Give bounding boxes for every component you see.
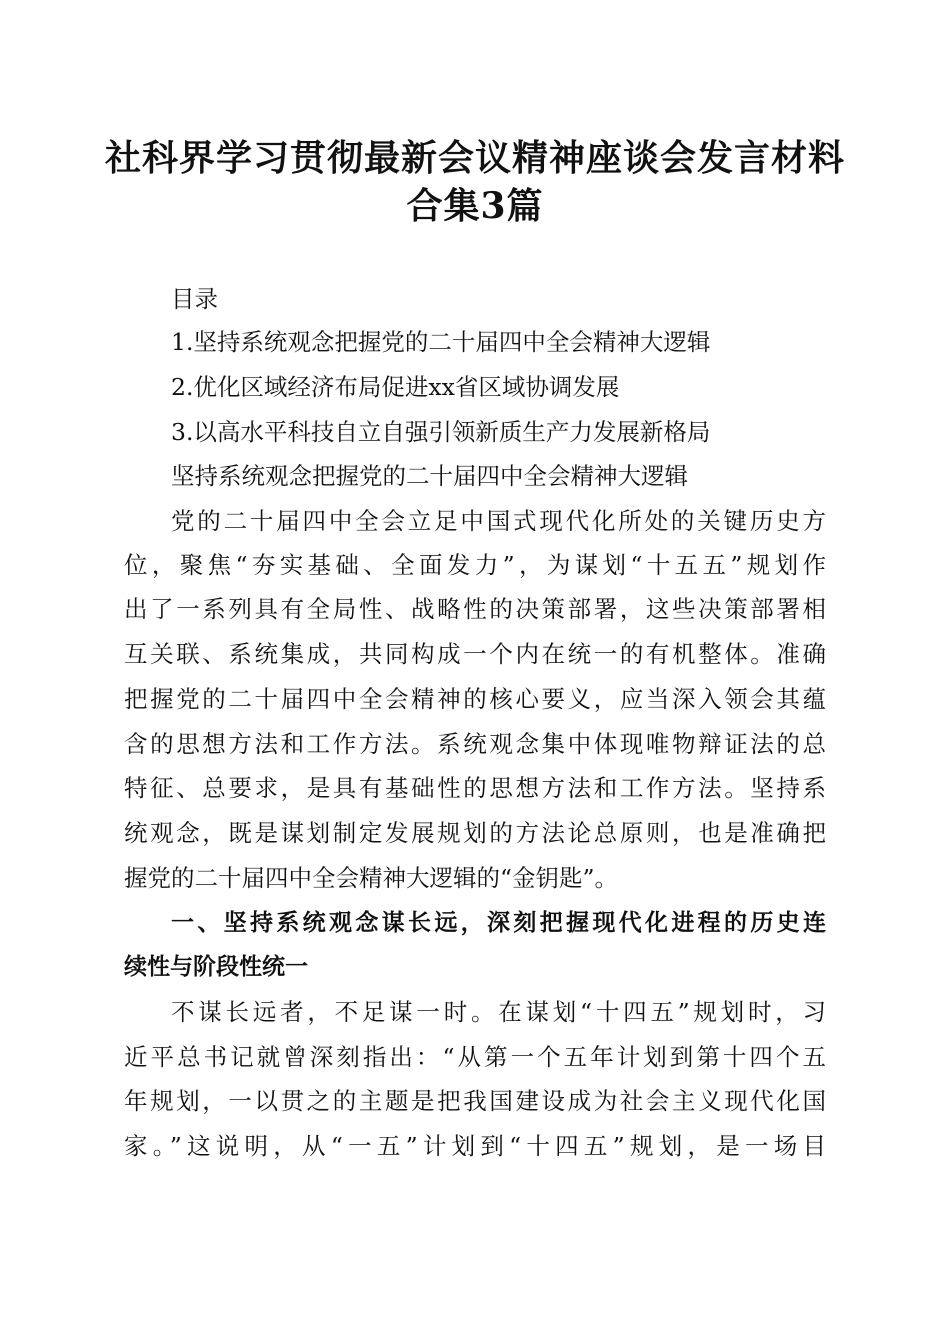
- paragraph-1-line: 互关联、系统集成，共同构成一个内在统一的有机整体。准确: [124, 640, 826, 668]
- toc-item-2: 2.优化区域经济布局促进xx省区域协调发展: [171, 373, 620, 401]
- paragraph-1-line: 党的二十届四中全会立足中国式现代化所处的关键历史方: [171, 507, 826, 535]
- paragraph-1-line: 特征、总要求，是具有基础性的思想方法和工作方法。坚持系: [124, 774, 826, 802]
- paragraph-2-line: 近平总书记就曾深刻指出：“从第一个五年计划到第十四个五: [124, 1043, 826, 1071]
- paragraph-2-line: 不谋长远者，不足谋一时。在谋划“十四五”规划时，习: [171, 998, 826, 1026]
- document-title-line-2: 合集3篇: [406, 185, 544, 227]
- paragraph-1-line: 把握党的二十届四中全会精神的核心要义，应当深入领会其蕴: [124, 685, 826, 713]
- paragraph-1-line: 出了一系列具有全局性、战略性的决策部署，这些决策部署相: [124, 595, 826, 623]
- paragraph-1-line: 含的思想方法和工作方法。系统观念集中体现唯物辩证法的总: [124, 730, 826, 758]
- paragraph-1-line: 位，聚焦“夯实基础、全面发力”，为谋划“十五五”规划作: [124, 551, 826, 579]
- paragraph-1-line: 统观念，既是谋划制定发展规划的方法论总原则，也是准确把: [124, 819, 826, 847]
- paragraph-2-line: 年规划，一以贯之的主题是把我国建设成为社会主义现代化国: [124, 1087, 826, 1115]
- toc-item-1: 1.坚持系统观念把握党的二十届四中全会精神大逻辑: [171, 328, 711, 356]
- article-title: 坚持系统观念把握党的二十届四中全会精神大逻辑: [171, 462, 688, 490]
- toc-item-3: 3.以高水平科技自立自强引领新质生产力发展新格局: [171, 418, 711, 446]
- document-title-line-1: 社科界学习贯彻最新会议精神座谈会发言材料: [104, 137, 845, 179]
- paragraph-1-line: 握党的二十届四中全会精神大逻辑的“金钥匙”。: [124, 864, 619, 892]
- toc-label: 目录: [171, 285, 218, 313]
- section-1-heading-line: 续性与阶段性统一: [124, 954, 308, 980]
- paragraph-2-line: 家。”这说明，从“一五”计划到“十四五”规划，是一场目: [124, 1132, 826, 1160]
- section-1-heading-line: 一、坚持系统观念谋长远，深刻把握现代化进程的历史连: [171, 910, 826, 936]
